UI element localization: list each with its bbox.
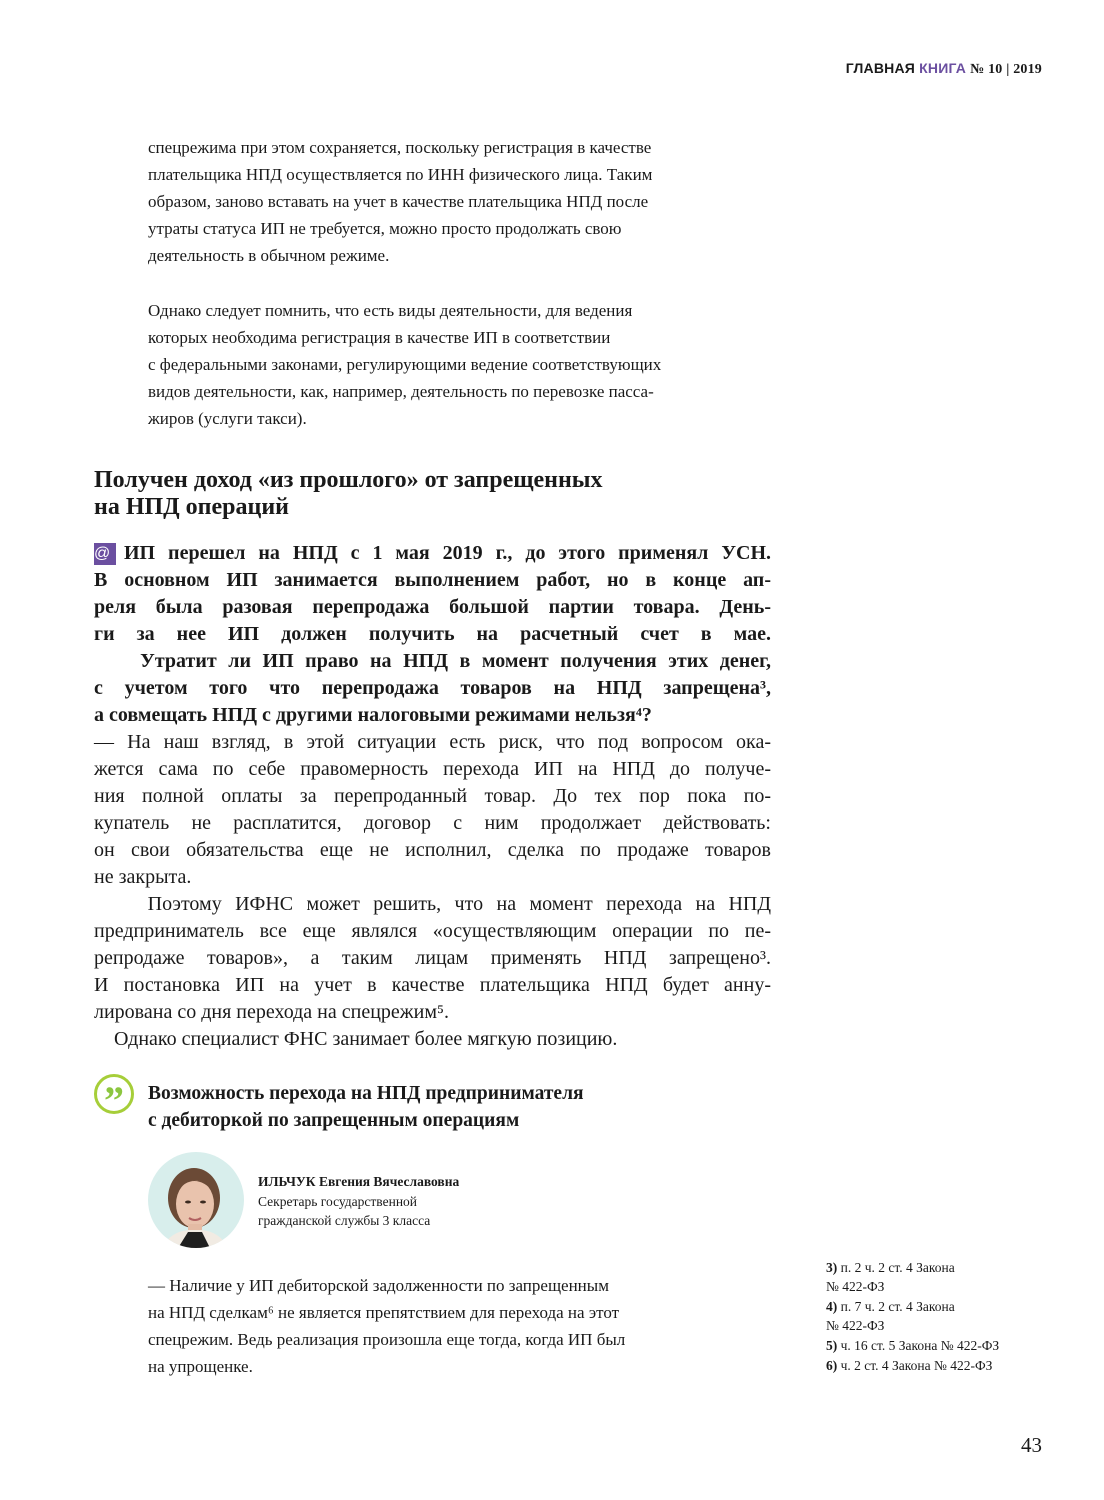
intro-paragraph-2 — [148, 297, 763, 432]
text-line: утраты статуса ИП не требуется, можно просто продолжать свою — [148, 219, 622, 238]
text-line: Получен доход «из прошлого» от запрещенных — [94, 467, 603, 493]
brand-name-accent: КНИГА — [919, 60, 967, 76]
text-line: видов деятельности, как, например, деятельность по перевозке пасса- — [148, 382, 654, 401]
text-line: купатель не расплатится, договор с ним продолжает действовать: — [94, 812, 771, 834]
reader-question — [94, 540, 771, 729]
footnote-line — [826, 1297, 1056, 1316]
footnote-item — [826, 1258, 1056, 1296]
intro-paragraph-1 — [148, 134, 763, 269]
footnotes — [826, 1258, 1056, 1376]
text-line: гражданской службы 3 класса — [258, 1213, 431, 1228]
footnote-line — [826, 1356, 1056, 1375]
text-line: Однако специалист ФНС занимает более мягкую позицию. — [94, 1028, 618, 1050]
text-line: спецрежим. Ведь реализация произошла еще тогда, когда ИП был — [148, 1330, 626, 1349]
text-line: образом, заново вставать на учет в качестве плательщика НПД после — [148, 192, 649, 211]
text-line: Секретарь государственной — [258, 1193, 418, 1209]
footnote-number: 6) — [826, 1358, 838, 1373]
answer-paragraph-1 — [94, 729, 771, 891]
footnote-line — [826, 1258, 1056, 1277]
text-line: с федеральными законами, регулирующими ведение соответствующих — [148, 355, 662, 374]
text-line: репродаже товаров», а таким лицам применять НПД запрещено³. — [94, 947, 771, 969]
quote-icon: ” — [94, 1074, 134, 1114]
footnote-line — [826, 1316, 1056, 1335]
text-line: И постановка ИП на учет в качестве плательщика НПД будет анну- — [94, 974, 771, 996]
text-line: — Наличие у ИП дебиторской задолженности по запрещенным — [148, 1276, 609, 1295]
text-line: лирована со дня перехода на спецрежим⁵. — [94, 1001, 449, 1023]
footnote-line — [826, 1336, 1056, 1355]
footnote-text: № 422-ФЗ — [826, 1318, 885, 1333]
text-line: с дебиторкой по запрещенным операциям — [148, 1110, 520, 1131]
text-line: Возможность перехода на НПД предпринимателя — [148, 1083, 584, 1104]
text-line: которых необходима регистрация в качестве ИП в соответствии — [148, 328, 611, 347]
text-line: ния полной оплаты за перепроданный товар. До тех пор пока по- — [94, 785, 771, 807]
footnote-text: ч. 2 ст. 4 Закона № 422-ФЗ — [840, 1358, 993, 1373]
expert-quote — [148, 1272, 748, 1380]
text-line: реля была разовая перепродажа большой партии товара. День- — [94, 596, 771, 618]
section-heading — [94, 467, 771, 521]
text-line: плательщика НПД осуществляется по ИНН физического лица. Таким — [148, 165, 653, 184]
expert-name: ИЛЬЧУК Евгения Вячеславовна — [258, 1174, 460, 1189]
text-line: Утратит ли ИП право на НПД в момент получения этих денег, — [94, 650, 772, 672]
expert-row — [148, 1152, 771, 1248]
footnote-text: № 422-ФЗ — [826, 1279, 885, 1294]
text-line: деятельность в обычном режиме. — [148, 246, 390, 265]
text-line: он свои обязательства еще не исполнил, сделка по продаже товаров — [94, 839, 771, 861]
email-question-icon: @ — [94, 543, 116, 565]
footnote-number: 3) — [826, 1260, 838, 1275]
expert-block — [94, 1080, 771, 1380]
footnote-item — [826, 1356, 1056, 1375]
expert-position — [258, 1192, 459, 1231]
text-line: на НПД сделкам⁶ не является препятствием для перехода на этот — [148, 1303, 620, 1322]
footnote-item — [826, 1336, 1056, 1355]
answer-paragraph-2 — [94, 891, 771, 1026]
text-line: В основном ИП занимается выполнением работ, но в конце ап- — [94, 569, 771, 591]
main-column — [94, 134, 771, 1380]
issue-info: № 10 | 2019 — [970, 62, 1042, 77]
text-line: — На наш взгляд, в этой ситуации есть риск, что под вопросом ока- — [94, 731, 771, 753]
text-line: предприниматель все еще являлся «осуществляющим операции по пе- — [94, 920, 771, 942]
text-line: Поэтому ИФНС может решить, что на момент перехода на НПД — [94, 893, 772, 915]
expert-photo — [148, 1152, 244, 1248]
footnote-item — [826, 1297, 1056, 1335]
footnote-number: 5) — [826, 1338, 838, 1353]
expert-heading — [148, 1080, 771, 1134]
text-line: жиров (услуги такси). — [148, 409, 307, 428]
text-line: а совмещать НПД с другими налоговыми режимами нельзя⁴? — [94, 704, 652, 726]
footnote-line — [826, 1277, 1056, 1296]
footnote-text: п. 7 ч. 2 ст. 4 Закона — [840, 1299, 955, 1314]
expert-info — [258, 1172, 459, 1231]
text-line-content: ИП перешел на НПД с 1 мая 2019 г., до этого применял УСН. — [124, 542, 771, 564]
text-line: жется сама по себе правомерность перехода ИП на НПД до получе- — [94, 758, 771, 780]
footnote-text: ч. 16 ст. 5 Закона № 422-ФЗ — [840, 1338, 1000, 1353]
text-line: спецрежима при этом сохраняется, поскольку регистрация в качестве — [148, 138, 652, 157]
magazine-header — [846, 60, 1042, 78]
text-line — [94, 540, 771, 567]
text-line: с учетом того что перепродажа товаров на НПД запрещена³, — [94, 677, 771, 699]
text-line: ги за нее ИП должен получить на расчетный счет в мае. — [94, 623, 771, 645]
page-number: 43 — [1021, 1433, 1042, 1457]
brand-name: ГЛАВНАЯ — [845, 60, 916, 76]
footnote-text: п. 2 ч. 2 ст. 4 Закона — [840, 1260, 955, 1275]
text-line: не закрыта. — [94, 866, 192, 888]
footnote-number: 4) — [826, 1299, 838, 1314]
answer-paragraph-3 — [94, 1026, 771, 1053]
text-line: на НПД операций — [94, 494, 289, 520]
text-line: на упрощенке. — [148, 1357, 253, 1376]
text-line: Однако следует помнить, что есть виды деятельности, для ведения — [148, 301, 633, 320]
